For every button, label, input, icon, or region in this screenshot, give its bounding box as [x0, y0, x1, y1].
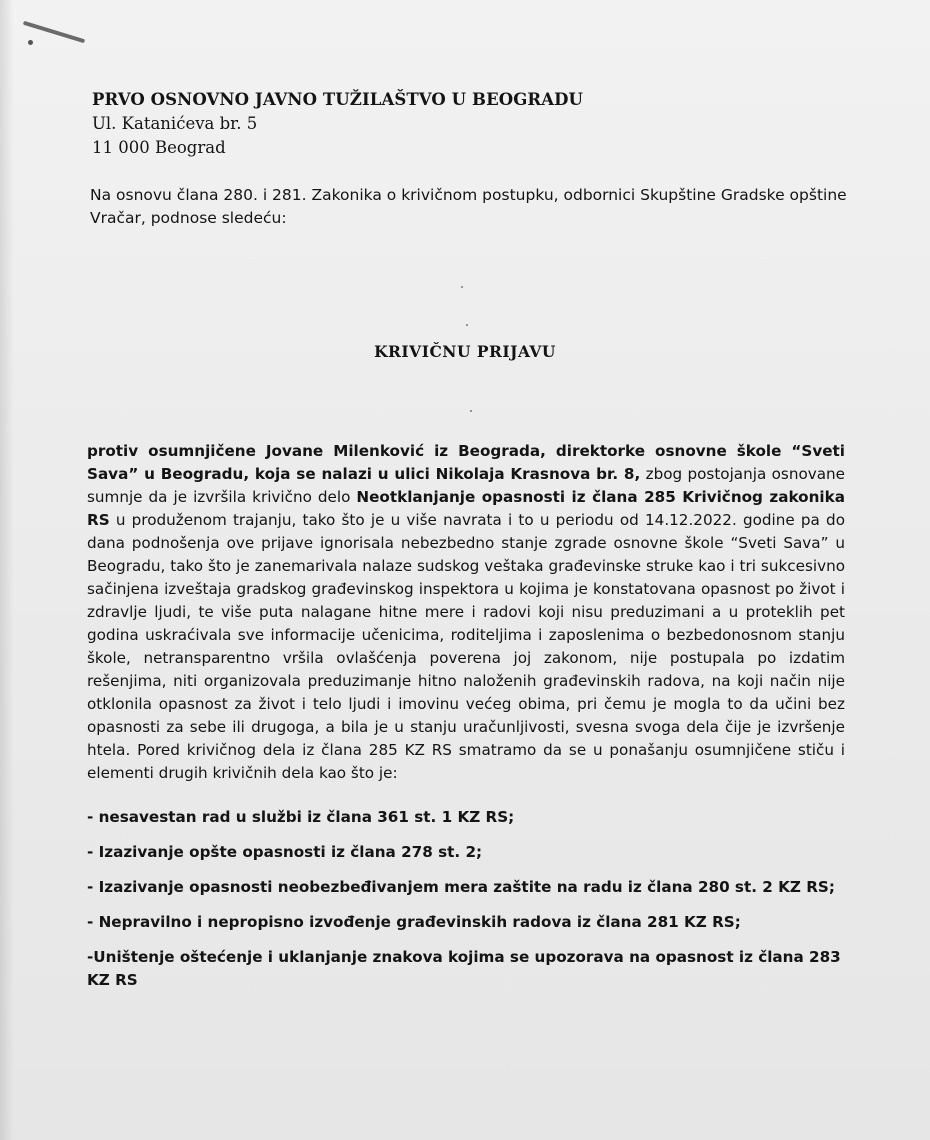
institution-street: Ul. Katanićeva br. 5	[92, 114, 258, 133]
paper-speck	[461, 286, 463, 288]
complaint-body	[87, 440, 845, 785]
offense-item: - Izazivanje opasnosti neobezbeđivanjem mera zaštite na radu iz člana 280 st. 2 KZ RS;	[87, 878, 835, 896]
intro-paragraph: Na osnovu člana 280. i 281. Zakonika o krivičnom postupku, odbornici Skupštine Gradske opštine Vračar, podnose sledeću:	[90, 186, 847, 227]
page-edge-shadow	[0, 0, 14, 1140]
offense-item: - Nepravilno i nepropisno izvođenje građevinskih radova iz člana 281 KZ RS;	[87, 913, 741, 931]
offense-item: - Izazivanje opšte opasnosti iz člana 278 st. 2;	[87, 843, 483, 861]
staple-hole	[28, 40, 33, 45]
paper-speck	[466, 324, 468, 326]
institution-name: PRVO OSNOVNO JAVNO TUŽILAŠTVO U BEOGRADU	[92, 90, 584, 109]
institution-city: 11 000 Beograd	[92, 138, 226, 157]
body-text-1: zbog postojanja osnovane sumnje da je izvršila krivično delo	[87, 465, 845, 506]
suspect-description: protiv osumnjičene Jovane Milenković iz Beograda, direktorke osnovne škole “Sveti Sava” u Beogradu, koja se nalazi u ulici Nikolaja Krasnova br. 8,	[87, 442, 845, 483]
offense-item: -Uništenje oštećenje i uklanjanje znakova kojima se upozorava na opasnost iz člana 283 KZ RS	[87, 948, 841, 989]
offense-item: - nesavestan rad u službi iz člana 361 st. 1 KZ RS;	[87, 808, 515, 826]
document-title: KRIVIČNU PRIJAVU	[374, 342, 556, 361]
body-text-2: u produženom trajanju, tako što je u više navrata i to u periodu od 14.12.2022. godine pa do dana podnošenja ove prijave ignorisala nebezbedno stanje zgrade osnovne škole “Sveti Sava” u Beogradu, tako što je zanemarivala nalaze sudskog veštaka građevinske struke kao i tri sukcesivno sačinjena izveštaja gradskog građevinskog inspektora u kojima je konstatovana opasnost po život i zdravlje ljudi, te više puta nalagane hitne mere i radovi koji nisu preduzimani a u proteklih pet godina uskraćivala sve informacije učenicima, roditeljima i zaposlenima o bezbedonosnom stanju škole, netransparentno vršila ovlašćenja poverena joj zakonom, nije postupala po izdatim rešenjima, niti organizovala preduzimanje hitno naloženih građevinskih radova, na koji način nije otklonila opasnost za život i telo ljudi i imovinu većeg obima, pri čemu je mogla to da učini bez opasnosti za sebe ili drugoga, a bila je u stanju uračunljivosti, svesna svoga dela čije je izvršenje htela. Pored krivičnog dela iz člana 285 KZ RS smatramo da se u ponašanju osumnjičene stiču i elementi drugih krivičnih dela kao što je:	[87, 511, 845, 782]
paper-speck	[470, 410, 472, 412]
other-offenses-list	[87, 806, 852, 1004]
addressee-block	[92, 88, 583, 160]
main-offense: Neotklanjanje opasnosti iz člana 285 Krivičnog zakonika RS	[87, 488, 845, 529]
